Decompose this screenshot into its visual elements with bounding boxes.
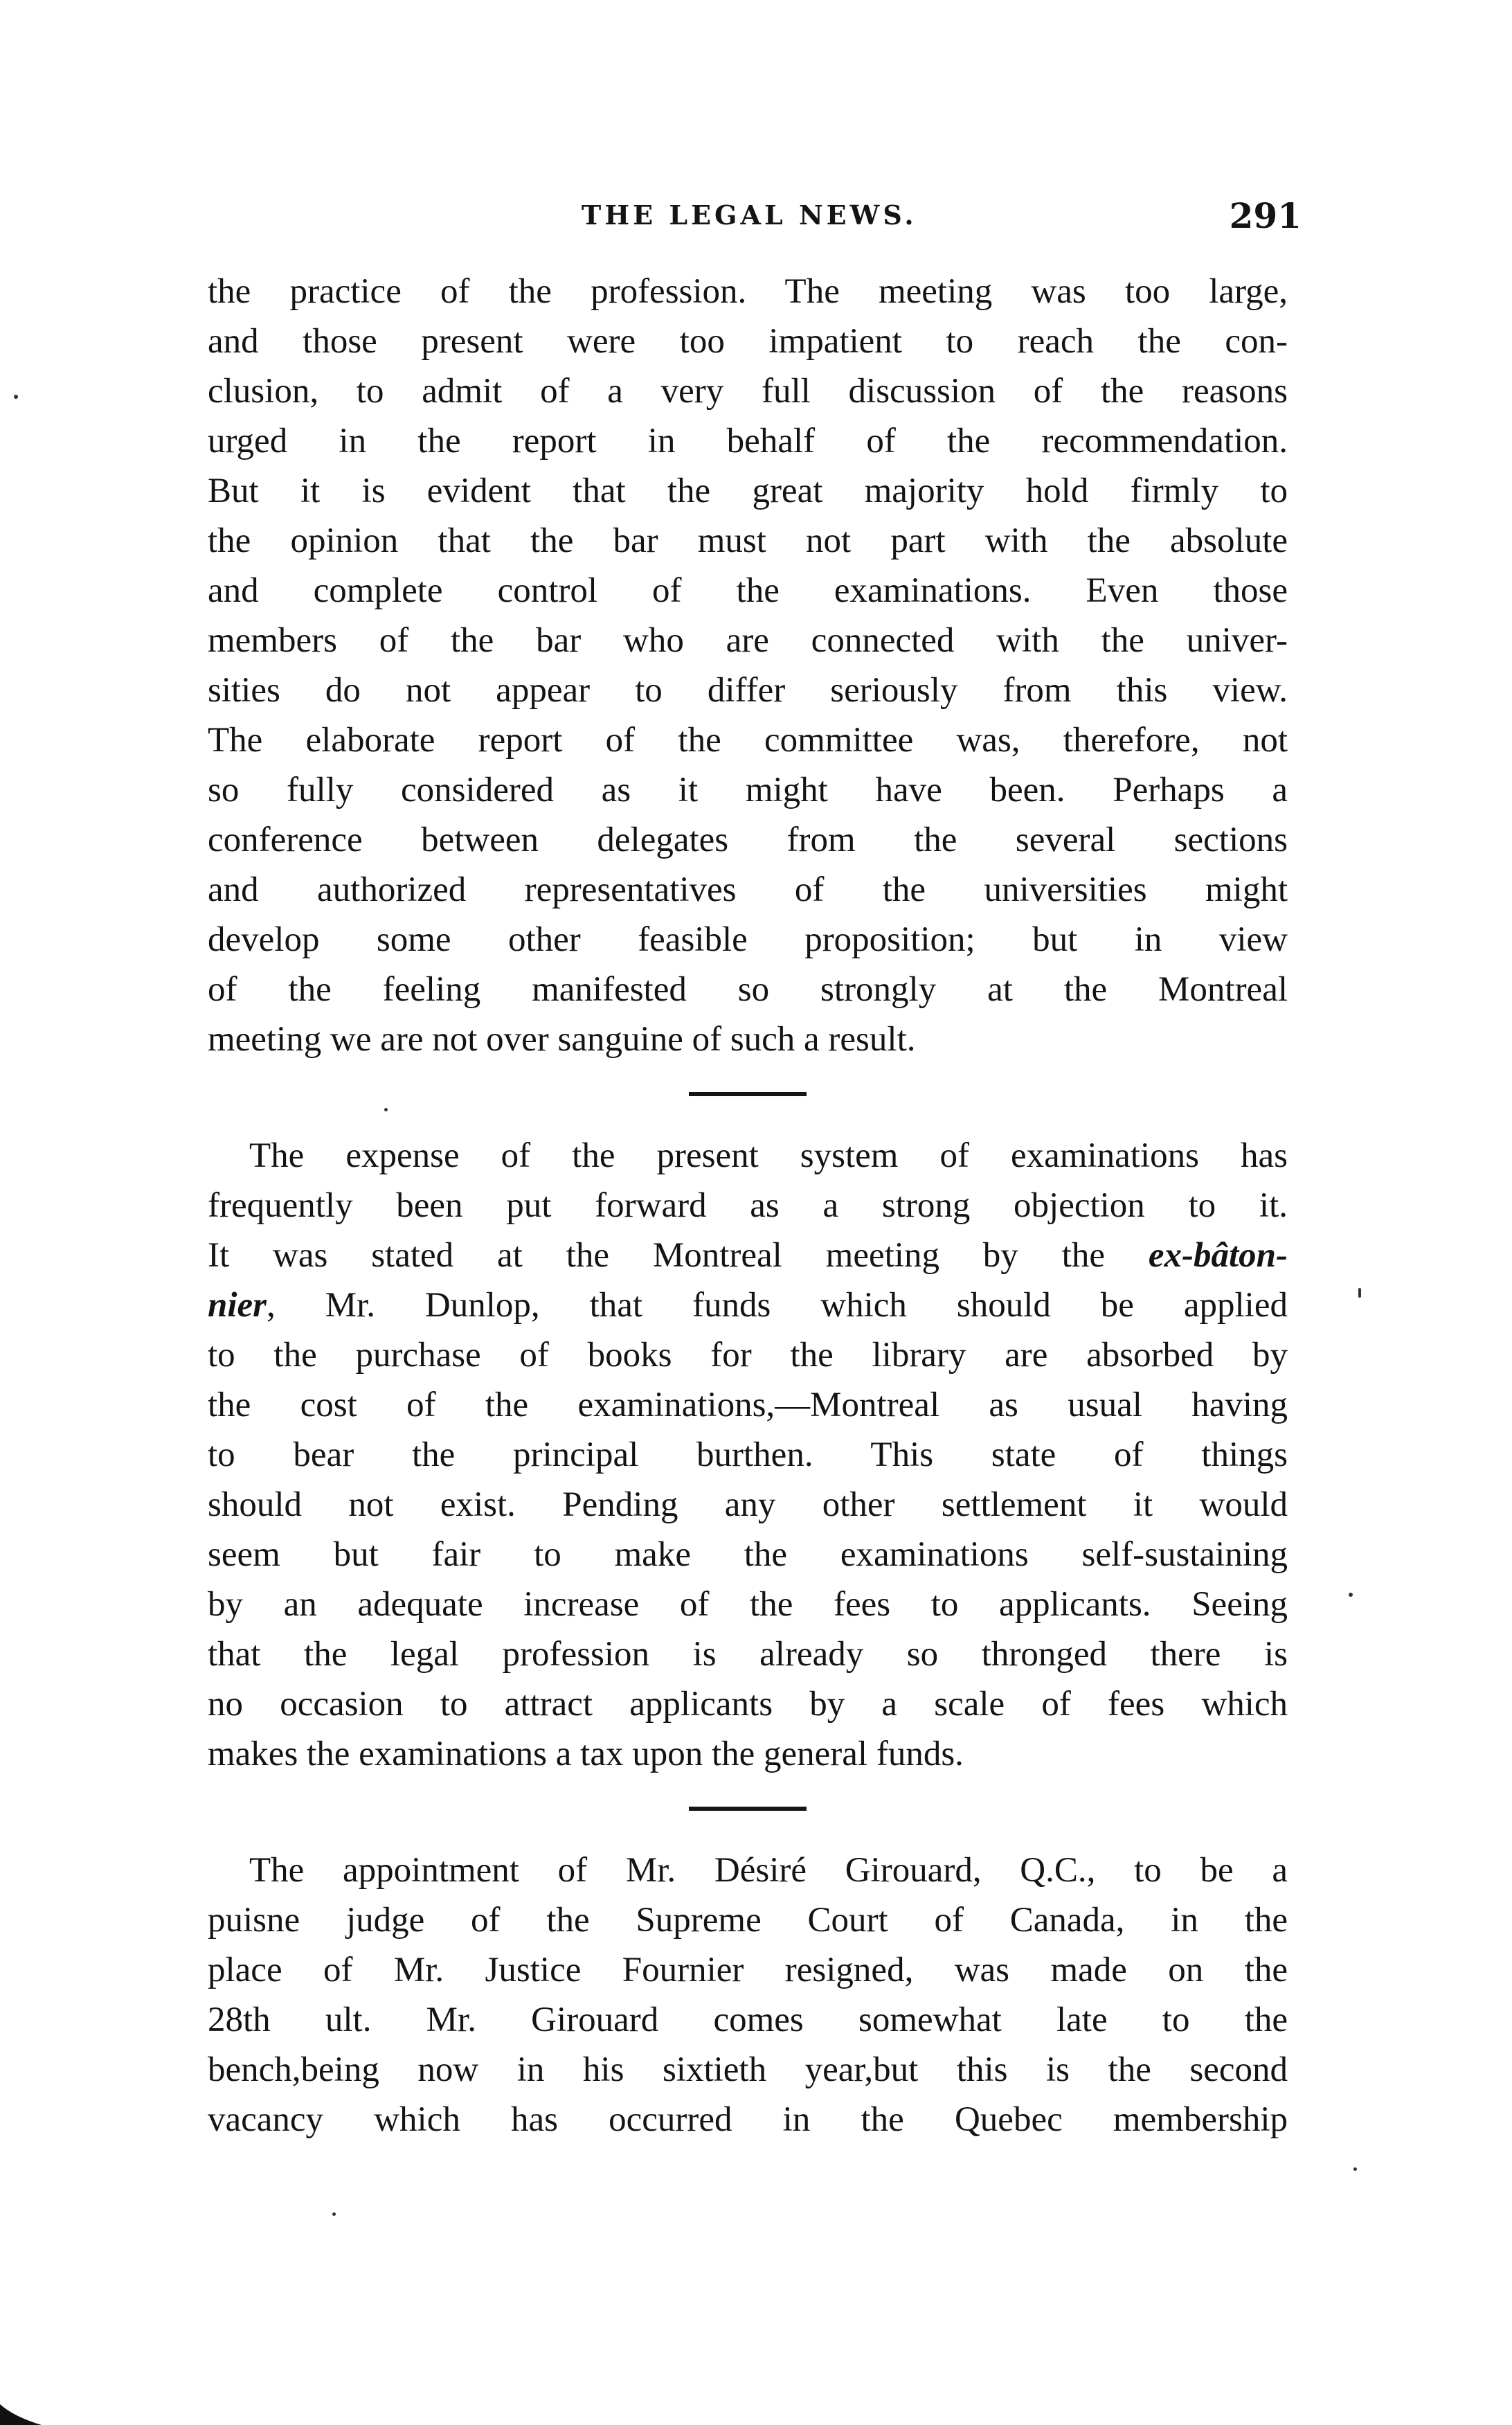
text-line: puisne judge of the Supreme Court of Canada, in the: [208, 1901, 1288, 1940]
scan-speck: [1349, 1593, 1353, 1597]
text-line: of the feeling manifested so strongly at the Montreal: [208, 970, 1288, 1009]
text-line: meeting we are not over sanguine of such a result.: [208, 1020, 916, 1059]
text-line: the practice of the profession. The meeting was too large,: [208, 272, 1288, 311]
page-number: 291: [1229, 195, 1302, 236]
running-head: THE LEGAL NEWS.: [582, 199, 917, 231]
text-line: place of Mr. Justice Fournier resigned, was made on the: [208, 1951, 1288, 1989]
scan-speck: [332, 2212, 336, 2216]
text-line: vacancy which has occurred in the Quebec membership: [208, 2100, 1288, 2139]
text-fragment: , Mr. Dunlop, that funds which should be applied: [267, 1286, 1288, 1325]
text-line: conference between delegates from the several sections: [208, 821, 1288, 859]
text-line: and complete control of the examinations. Even those: [208, 571, 1288, 610]
text-line: and authorized representatives of the universities might: [208, 870, 1288, 909]
text-line: 28th ult. Mr. Girouard comes somewhat late to the: [208, 2001, 1288, 2039]
page-header: [208, 195, 1302, 251]
italic-term: nier: [208, 1286, 267, 1325]
text-line: The appointment of Mr. Désiré Girouard, Q.C., to be a: [249, 1851, 1288, 1890]
text-line: no occasion to attract applicants by a scale of fees which: [208, 1685, 1288, 1724]
text-line: the cost of the examinations,—Montreal as usual having: [208, 1386, 1288, 1424]
paragraph-3: [208, 1845, 1288, 2145]
scan-speck: [1353, 2167, 1357, 2171]
text-line: by an adequate increase of the fees to applicants. Seeing: [208, 1585, 1288, 1624]
scan-corner-mark: [0, 2397, 42, 2425]
text-line: that the legal profession is already so thronged there is: [208, 1635, 1288, 1674]
text-line: and those present were too impatient to reach the con-: [208, 322, 1288, 361]
text-line: [208, 1280, 1288, 1330]
paragraph-2: [208, 1131, 1288, 1779]
text-line: the opinion that the bar must not part with the absolute: [208, 521, 1288, 560]
scan-speck: [1358, 1288, 1361, 1298]
scan-speck: [384, 1108, 388, 1111]
text-line: should not exist. Pending any other settlement it would: [208, 1485, 1288, 1524]
text-line: The expense of the present system of examinations has: [249, 1136, 1288, 1175]
text-line: urged in the report in behalf of the recommendation.: [208, 422, 1288, 460]
text-line: members of the bar who are connected with the univer-: [208, 621, 1288, 660]
italic-term: ex-bâton-: [1148, 1236, 1288, 1275]
article-body: [208, 267, 1288, 2145]
section-divider: [689, 1807, 807, 1811]
text-line: so fully considered as it might have been. Perhaps a: [208, 771, 1288, 809]
text-line-with-italic: [208, 1231, 1288, 1280]
text-line: bench,being now in his sixtieth year,but this is the second: [208, 2050, 1288, 2089]
text-line: frequently been put forward as a strong objection to it.: [208, 1186, 1288, 1225]
text-line: The elaborate report of the committee was, therefore, not: [208, 721, 1288, 760]
text-line: makes the examinations a tax upon the general funds.: [208, 1735, 964, 1773]
text-line: to bear the principal burthen. This state of things: [208, 1435, 1288, 1474]
text-line: clusion, to admit of a very full discussion of the reasons: [208, 372, 1288, 411]
text-line: seem but fair to make the examinations self-sustaining: [208, 1535, 1288, 1574]
text-line: to the purchase of books for the library are absorbed by: [208, 1336, 1288, 1375]
text-line: develop some other feasible proposition; but in view: [208, 920, 1288, 959]
scan-speck: [14, 395, 18, 399]
text-line: sities do not appear to differ seriously from this view.: [208, 671, 1288, 710]
text-fragment: It was stated at the Montreal meeting by the: [208, 1236, 1149, 1275]
text-line: But it is evident that the great majority hold firmly to: [208, 472, 1288, 510]
section-divider: [689, 1092, 807, 1096]
paragraph-1: [208, 267, 1288, 1064]
